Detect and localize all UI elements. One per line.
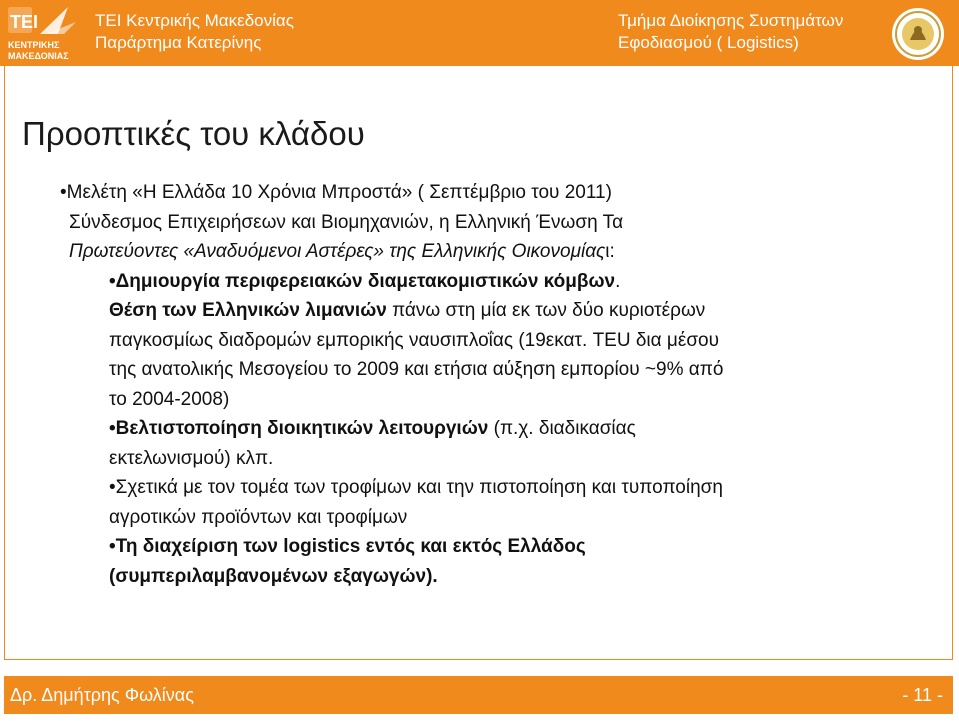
slide-title: Προοπτικές του κλάδου <box>22 115 365 152</box>
optimization-point-line-2: εκτελωνισμού) κλπ. <box>109 447 274 469</box>
bullet: • <box>60 182 67 203</box>
study-line-3: Πρωτεύοντες «Αναδυόμενοι Αστέρες» της Ελληνικής Οικονομίαςι: <box>69 241 615 262</box>
tei-logo-icon <box>6 4 82 62</box>
university-seal-icon <box>890 6 946 62</box>
svg-text:ΤΕΙ: ΤΕΙ <box>10 12 39 32</box>
logistics-point-line-1: •Τη διαχείριση των logistics εντός και εκτός Ελλάδος <box>109 536 586 557</box>
footer-author: Δρ. Δημήτρης Φωλίνας <box>10 685 194 705</box>
ports-point-line-2: παγκοσμίως διαδρομών εμπορικής ναυσιπλοΐας (19εκατ. TEU δια μέσου <box>109 329 720 351</box>
food-point-line-1: •Σχετικά με τον τομέα των τροφίμων και την πιστοποίηση και τυποποίηση <box>109 477 723 498</box>
study-line-1: •Μελέτη «Η Ελλάδα 10 Χρόνια Μπροστά» ( Σεπτέμβριο του 2011) <box>60 182 612 203</box>
logistics-point-line-2: (συμπεριλαμβανομένων εξαγωγών). <box>109 565 438 587</box>
hubs-point: •Δημιουργία περιφερειακών διαμετακομιστικών κόμβων. <box>109 270 621 292</box>
institution-line-1: ΤΕΙ Κεντρικής Μακεδονίας <box>95 11 294 30</box>
ports-point-line-4: το 2004-2008) <box>109 388 230 410</box>
institution-line-2: Παράρτημα Κατερίνης <box>95 33 262 52</box>
svg-text:ΜΑΚΕΔΟΝΙΑΣ: ΜΑΚΕΔΟΝΙΑΣ <box>8 51 69 61</box>
optimization-point-line-1: •Βελτιστοποίηση διοικητικών λειτουργιών (π.χ. διαδικασίας <box>109 418 636 439</box>
ports-point-line-3: της ανατολικής Μεσογείου το 2009 και ετήσια αύξηση εμπορίου ~9% από <box>109 359 724 380</box>
study-line-2: Σύνδεσμος Επιχειρήσεων και Βιομηχανιών, η Ελληνική Ένωση Τα <box>69 211 624 233</box>
ports-point-line-1: Θέση των Ελληνικών λιμανιών πάνω στη μία εκ των δύο κυριοτέρων <box>109 300 706 321</box>
institution-name <box>95 10 294 54</box>
page-number: - 11 - <box>902 685 943 705</box>
header-bar <box>0 0 959 66</box>
department-name <box>618 10 843 54</box>
svg-text:ΚΕΝΤΡΙΚΗΣ: ΚΕΝΤΡΙΚΗΣ <box>8 40 60 50</box>
food-point-line-2: αγροτικών προϊόντων και τροφίμων <box>109 506 408 528</box>
department-line-1: Τμήμα Διοίκησης Συστημάτων <box>618 11 844 30</box>
footer-bar <box>4 676 953 714</box>
slide-body <box>60 178 940 591</box>
department-line-2: Εφοδιασμού ( Logistics) <box>618 33 799 52</box>
